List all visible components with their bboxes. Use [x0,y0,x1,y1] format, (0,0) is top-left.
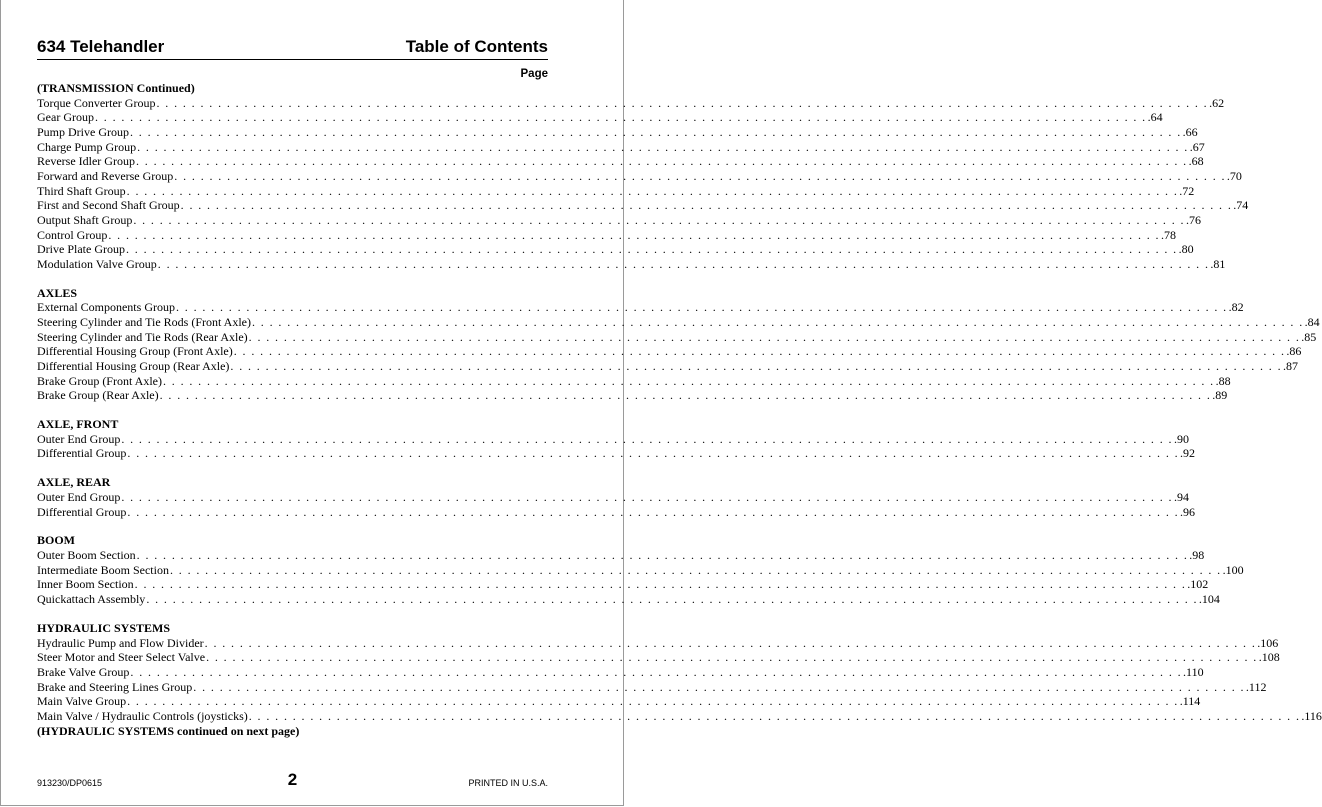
dot-leader: . . . . . . . . . . . . . . . . . . . . . . . . . . . . . . . . . . . . . . . . . . . . . . . . . . . . . . . . . . . . . . . . . . . . . . . . . . . . . . . . . . . . . . . . . . . . . . . . . . . . . . . . . . . . . . . . . . . . . . . . [135,154,1188,169]
document-title: 634 Telehandler [37,37,165,56]
toc-entry-label: Gear Group [37,110,94,125]
section-spacer [37,403,542,417]
toc-entry-label: Brake Group (Rear Axle) [37,388,159,403]
page-number: 2 [287,770,298,789]
toc-entry-page: .86 [1286,344,1302,359]
toc-section-title: AXLES [37,285,78,300]
toc-entry-page: .100 [1222,562,1244,577]
toc-entry[interactable] [37,139,1205,155]
toc-entry-page: .94 [1173,489,1189,504]
toc-entry-page: .78 [1160,227,1176,242]
dot-leader: . . . . . . . . . . . . . . . . . . . . . . . . . . . . . . . . . . . . . . . . . . . . . . . . . . . . . . . . . . . . . . . . . . . . . . . . . . . . . . . . . . . . . . . . . . . . . . . . . . . . . . . . . . . . . . . . . . . . . . . . [126,183,1179,198]
toc-section-title: HYDRAULIC SYSTEMS [37,620,171,635]
toc-entry-page: .70 [1226,168,1242,183]
toc-entry[interactable] [37,212,1201,228]
dot-leader: . . . . . . . . . . . . . . . . . . . . . . . . . . . . . . . . . . . . . . . . . . . . . . . . . . . . . . . . . . . . . . . . . . . . . . . . . . . . . . . . . . . . . . . . . . . . . . . . . . . . . . . . . . . . . . . . . . . . . . . . [127,504,1180,519]
header-divider [37,59,548,60]
toc-entry-page: .92 [1180,446,1196,461]
toc-entry-label: Intermediate Boom Section [37,562,169,577]
toc-entry-page: .80 [1178,242,1194,257]
toc-entry-label: Torque Converter Group [37,95,156,110]
toc-entry[interactable] [37,124,1198,140]
toc-entry[interactable] [37,679,1267,695]
toc-entry[interactable] [37,489,1189,505]
toc-entry-label: Quickattach Assembly [37,592,146,607]
toc-entry[interactable] [37,168,1242,184]
toc-entry-label: Main Valve Group [37,694,127,709]
toc-entry-label: Differential Housing Group (Front Axle) [37,344,233,359]
dot-leader: . . . . . . . . . . . . . . . . . . . . . . . . . . . . . . . . . . . . . . . . . . . . . . . . . . . . . . . . . . . . . . . . . . . . . . . . . . . . . . . . . . . . . . . . . . . . . . . . . . . . . . . . . . . . . . . . . . . . . . . . [134,577,1187,592]
section-spacer [37,272,542,286]
section-heading: Table of Contents [405,37,548,56]
toc-section-title: BOOM [37,533,75,548]
toc-entry-page: .76 [1185,212,1201,227]
toc-section-title: AXLE, FRONT [37,417,119,432]
toc-entry-label: First and Second Shaft Group [37,198,180,213]
toc-entry-page: .98 [1189,548,1205,563]
toc-entry[interactable] [37,227,1176,243]
dot-leader: . . . . . . . . . . . . . . . . . . . . . . . . . . . . . . . . . . . . . . . . . . . . . . . . . . . . . . . . . . . . . . . . . . . . . . . . . . . . . . . . . . . . . . . . . . . . . . . . . . . . . . . . . . . . . . . . . . . . . . . . [230,359,1283,373]
dot-leader: . . . . . . . . . . . . . . . . . . . . . . . . . . . . . . . . . . . . . . . . . . . . . . . . . . . . . . . . . . . . . . . . . . . . . . . . . . . . . . . . . . . . . . . . . . . . . . . . . . . . . . . . . . . . . . . . . . . . . . . . [146,592,1198,607]
toc-entry-page: .87 [1283,359,1299,373]
toc-entry-label: Charge Pump Group [37,139,137,154]
toc-entry[interactable] [37,300,1244,315]
toc-entry[interactable] [37,664,1204,680]
toc-entry-page: .106 [1257,635,1279,650]
toc-entry-page: .110 [1183,664,1204,679]
toc-entry-page: .90 [1173,431,1189,446]
dot-leader: . . . . . . . . . . . . . . . . . . . . . . . . . . . . . . . . . . . . . . . . . . . . . . . . . . . . . . . . . . . . . . . . . . . . . . . . . . . . . . . . . . . . . . . . . . . . . . . . . . . . . . . . . . . . . . . . . . . . . . . . [121,431,1173,446]
section-spacer [37,461,542,475]
toc-entry-label: Forward and Reverse Group [37,168,174,183]
toc-entry-label: Brake and Steering Lines Group [37,679,193,694]
toc-entry[interactable] [37,95,1225,111]
dot-leader: . . . . . . . . . . . . . . . . . . . . . . . . . . . . . . . . . . . . . . . . . . . . . . . . . . . . . . . . . . . . . . . . . . . . . . . . . . . . . . . . . . . . . . . . . . . . . . . . . . . . . . . . . . . . . . . . . . . . . . . . [125,242,1178,257]
dot-leader: . . . . . . . . . . . . . . . . . . . . . . . . . . . . . . . . . . . . . . . . . . . . . . . . . . . . . . . . . . . . . . . . . . . . . . . . . . . . . . . . . . . . . . . . . . . . . . . . . . . . . . . . . . . . . . . . . . . . . . . . [252,315,1304,330]
toc-entry-label: Third Shaft Group [37,183,126,198]
dot-leader: . . . . . . . . . . . . . . . . . . . . . . . . . . . . . . . . . . . . . . . . . . . . . . . . . . . . . . . . . . . . . . . . . . . . . . . . . . . . . . . . . . . . . . . . . . . . . . . . . . . . . . . . . . . . . . . . . . . . . . . . [157,256,1210,271]
page-footer [37,770,548,790]
dot-leader: . . . . . . . . . . . . . . . . . . . . . . . . . . . . . . . . . . . . . . . . . . . . . . . . . . . . . . . . . . . . . . . . . . . . . . . . . . . . . . . . . . . . . . . . . . . . . . . . . . . . . . . . . . . . . . . . . . . . . . . . [233,344,1286,359]
toc-entry[interactable] [37,577,1209,592]
printed-notice: PRINTED IN U.S.A. [468,778,548,788]
toc-entry-label: Steer Motor and Steer Select Valve [37,650,206,665]
toc-entry-label: Pump Drive Group [37,124,129,139]
dot-leader: . . . . . . . . . . . . . . . . . . . . . . . . . . . . . . . . . . . . . . . . . . . . . . . . . . . . . . . . . . . . . . . . . . . . . . . . . . . . . . . . . . . . . . . . . . . . . . . . . . . . . . . . . . . . . . . . . . . . . . . . [130,664,1183,679]
page-header [37,35,548,57]
toc-entry-label: Differential Housing Group (Rear Axle) [37,359,230,373]
document-number: 913230/DP0615 [37,778,103,788]
continuation-note: (HYDRAULIC SYSTEMS continued on next page) [37,723,300,738]
dot-leader: . . . . . . . . . . . . . . . . . . . . . . . . . . . . . . . . . . . . . . . . . . . . . . . . . . . . . . . . . . . . . . . . . . . . . . . . . . . . . . . . . . . . . . . . . . . . . . . . . . . . . . . . . . . . . . . . . . . . . . . . [133,212,1185,227]
dot-leader: . . . . . . . . . . . . . . . . . . . . . . . . . . . . . . . . . . . . . . . . . . . . . . . . . . . . . . . . . . . . . . . . . . . . . . . . . . . . . . . . . . . . . . . . . . . . . . . . . . . . . . . . . . . . . . . . . . . . . . . . [108,227,1160,242]
toc-entry-page: .102 [1187,577,1209,592]
dot-leader: . . . . . . . . . . . . . . . . . . . . . . . . . . . . . . . . . . . . . . . . . . . . . . . . . . . . . . . . . . . . . . . . . . . . . . . . . . . . . . . . . . . . . . . . . . . . . . . . . . . . . . . . . . . . . . . . . . . . . . . . [169,562,1222,577]
toc-section-title: (TRANSMISSION Continued) [37,81,195,95]
toc-entry[interactable] [37,344,1302,359]
toc-entry[interactable] [37,256,1226,272]
toc-entry-page: .68 [1188,154,1204,169]
toc-entry-page: .96 [1180,504,1196,519]
toc-entry-page: .82 [1228,300,1244,315]
dot-leader: . . . . . . . . . . . . . . . . . . . . . . . . . . . . . . . . . . . . . . . . . . . . . . . . . . . . . . . . . . . . . . . . . . . . . . . . . . . . . . . . . . . . . . . . . . . . . . . . . . . . . . . . . . . . . . . . . . . . . . . . [94,110,1147,125]
toc-entry-page: .89 [1212,388,1228,403]
toc-entry-page: .116 [1301,708,1322,723]
table-of-contents [37,81,1322,738]
toc-entry-label: Outer End Group [37,431,121,446]
toc-entry-page: .74 [1233,198,1249,213]
dot-leader: . . . . . . . . . . . . . . . . . . . . . . . . . . . . . . . . . . . . . . . . . . . . . . . . . . . . . . . . . . . . . . . . . . . . . . . . . . . . . . . . . . . . . . . . . . . . . . . . . . . . . . . . . . . . . . . . . . . . . . . . [121,489,1173,504]
toc-entry-page: .66 [1182,124,1198,139]
toc-entry-page: .85 [1301,329,1317,344]
dot-leader: . . . . . . . . . . . . . . . . . . . . . . . . . . . . . . . . . . . . . . . . . . . . . . . . . . . . . . . . . . . . . . . . . . . . . . . . . . . . . . . . . . . . . . . . . . . . . . . . . . . . . . . . . . . . . . . . . . . . . . . . [248,329,1301,344]
toc-entry-page: .62 [1209,95,1225,110]
page-column-label: Page [520,68,548,80]
toc-entry-page: .72 [1179,183,1195,198]
toc-entry[interactable] [37,373,1231,389]
toc-entry-label: Output Shaft Group [37,212,133,227]
section-spacer [37,607,542,621]
toc-entry[interactable] [37,359,1299,374]
toc-entry[interactable] [37,315,1320,330]
dot-leader: . . . . . . . . . . . . . . . . . . . . . . . . . . . . . . . . . . . . . . . . . . . . . . . . . . . . . . . . . . . . . . . . . . . . . . . . . . . . . . . . . . . . . . . . . . . . . . . . . . . . . . . . . . . . . . . . . . . . . . . . [159,388,1212,403]
toc-entry-label: Steering Cylinder and Tie Rods (Rear Axle) [37,329,248,344]
dot-leader: . . . . . . . . . . . . . . . . . . . . . . . . . . . . . . . . . . . . . . . . . . . . . . . . . . . . . . . . . . . . . . . . . . . . . . . . . . . . . . . . . . . . . . . . . . . . . . . . . . . . . . . . . . . . . . . . . . . . . . . . [136,548,1189,563]
dot-leader: . . . . . . . . . . . . . . . . . . . . . . . . . . . . . . . . . . . . . . . . . . . . . . . . . . . . . . . . . . . . . . . . . . . . . . . . . . . . . . . . . . . . . . . . . . . . . . . . . . . . . . . . . . . . . . . . . . . . . . . . [127,694,1179,709]
dot-leader: . . . . . . . . . . . . . . . . . . . . . . . . . . . . . . . . . . . . . . . . . . . . . . . . . . . . . . . . . . . . . . . . . . . . . . . . . . . . . . . . . . . . . . . . . . . . . . . . . . . . . . . . . . . . . . . . . . . . . . . . [206,650,1258,665]
toc-entry[interactable] [37,694,1201,709]
dot-leader: . . . . . . . . . . . . . . . . . . . . . . . . . . . . . . . . . . . . . . . . . . . . . . . . . . . . . . . . . . . . . . . . . . . . . . . . . . . . . . . . . . . . . . . . . . . . . . . . . . . . . . . . . . . . . . . . . . . . . . . . [193,679,1245,694]
toc-entry-label: Differential Group [37,446,127,461]
toc-entry[interactable] [37,242,1194,257]
toc-entry[interactable] [37,635,1279,651]
dot-leader: . . . . . . . . . . . . . . . . . . . . . . . . . . . . . . . . . . . . . . . . . . . . . . . . . . . . . . . . . . . . . . . . . . . . . . . . . . . . . . . . . . . . . . . . . . . . . . . . . . . . . . . . . . . . . . . . . . . . . . . . [156,95,1209,110]
dot-leader: . . . . . . . . . . . . . . . . . . . . . . . . . . . . . . . . . . . . . . . . . . . . . . . . . . . . . . . . . . . . . . . . . . . . . . . . . . . . . . . . . . . . . . . . . . . . . . . . . . . . . . . . . . . . . . . . . . . . . . . . [137,139,1189,154]
toc-entry[interactable] [37,431,1189,447]
toc-entry-page: .88 [1215,373,1231,388]
toc-entry-page: .64 [1147,110,1163,125]
toc-entry-label: External Components Group [37,300,175,315]
toc-entry[interactable] [37,708,1322,724]
dot-leader: . . . . . . . . . . . . . . . . . . . . . . . . . . . . . . . . . . . . . . . . . . . . . . . . . . . . . . . . . . . . . . . . . . . . . . . . . . . . . . . . . . . . . . . . . . . . . . . . . . . . . . . . . . . . . . . . . . . . . . . . [248,708,1301,723]
toc-entry-page: .67 [1189,139,1205,154]
toc-entry[interactable] [37,650,1280,665]
toc-entry-page: .84 [1304,315,1320,330]
dot-leader: . . . . . . . . . . . . . . . . . . . . . . . . . . . . . . . . . . . . . . . . . . . . . . . . . . . . . . . . . . . . . . . . . . . . . . . . . . . . . . . . . . . . . . . . . . . . . . . . . . . . . . . . . . . . . . . . . . . . . . . . [162,373,1215,388]
dot-leader: . . . . . . . . . . . . . . . . . . . . . . . . . . . . . . . . . . . . . . . . . . . . . . . . . . . . . . . . . . . . . . . . . . . . . . . . . . . . . . . . . . . . . . . . . . . . . . . . . . . . . . . . . . . . . . . . . . . . . . . . [175,300,1228,315]
dot-leader: . . . . . . . . . . . . . . . . . . . . . . . . . . . . . . . . . . . . . . . . . . . . . . . . . . . . . . . . . . . . . . . . . . . . . . . . . . . . . . . . . . . . . . . . . . . . . . . . . . . . . . . . . . . . . . . . . . . . . . . . [174,168,1226,183]
dot-leader: . . . . . . . . . . . . . . . . . . . . . . . . . . . . . . . . . . . . . . . . . . . . . . . . . . . . . . . . . . . . . . . . . . . . . . . . . . . . . . . . . . . . . . . . . . . . . . . . . . . . . . . . . . . . . . . . . . . . . . . . [180,198,1233,213]
toc-section-title: AXLE, REAR [37,475,111,490]
toc-entry-label: Drive Plate Group [37,242,125,257]
section-spacer [37,519,542,533]
toc-entry[interactable] [37,198,1249,213]
toc-entry[interactable] [37,329,1317,345]
dot-leader: . . . . . . . . . . . . . . . . . . . . . . . . . . . . . . . . . . . . . . . . . . . . . . . . . . . . . . . . . . . . . . . . . . . . . . . . . . . . . . . . . . . . . . . . . . . . . . . . . . . . . . . . . . . . . . . . . . . . . . . . [130,124,1182,139]
toc-entry-label: Inner Boom Section [37,577,134,592]
toc-entry-page: .112 [1245,679,1267,694]
toc-entry[interactable] [37,592,1220,607]
toc-entry-page: .108 [1258,650,1280,665]
toc-entry[interactable] [37,154,1204,169]
toc-entry-label: Hydraulic Pump and Flow Divider [37,635,204,650]
toc-entry[interactable] [37,446,1196,461]
toc-entry-label: Main Valve / Hydraulic Controls (joysticks) [37,708,248,723]
toc-entry-page: .114 [1179,694,1201,709]
toc-entry-label: Steering Cylinder and Tie Rods (Front Axle) [37,315,251,330]
toc-entry-label: Outer End Group [37,489,121,504]
toc-entry[interactable] [37,562,1244,578]
toc-entry[interactable] [37,110,1163,125]
toc-entry-label: Brake Group (Front Axle) [37,373,162,388]
toc-entry-label: Outer Boom Section [37,548,136,563]
toc-entry-label: Brake Valve Group [37,664,130,679]
toc-entry-label: Modulation Valve Group [37,256,157,271]
toc-entry[interactable] [37,548,1205,563]
toc-entry[interactable] [37,183,1195,199]
toc-entry-page: .104 [1198,592,1220,607]
toc-entry[interactable] [37,388,1228,403]
toc-entry-label: Reverse Idler Group [37,154,135,169]
dot-leader: . . . . . . . . . . . . . . . . . . . . . . . . . . . . . . . . . . . . . . . . . . . . . . . . . . . . . . . . . . . . . . . . . . . . . . . . . . . . . . . . . . . . . . . . . . . . . . . . . . . . . . . . . . . . . . . . . . . . . . . . [127,446,1180,461]
toc-entry-label: Control Group [37,227,108,242]
toc-entry[interactable] [37,504,1196,520]
toc-entry-label: Differential Group [37,504,127,519]
toc-entry-page: .81 [1210,256,1226,271]
dot-leader: . . . . . . . . . . . . . . . . . . . . . . . . . . . . . . . . . . . . . . . . . . . . . . . . . . . . . . . . . . . . . . . . . . . . . . . . . . . . . . . . . . . . . . . . . . . . . . . . . . . . . . . . . . . . . . . . . . . . . . . . [204,635,1257,650]
